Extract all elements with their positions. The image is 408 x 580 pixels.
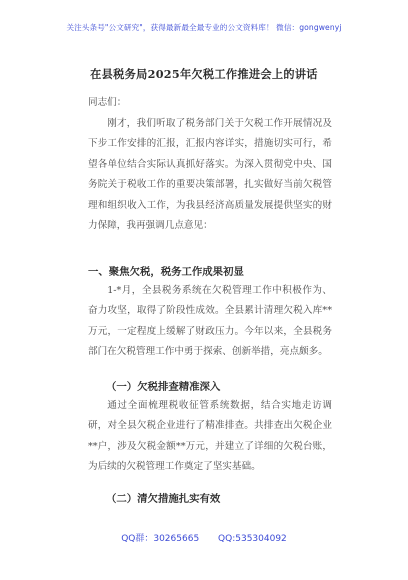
footer-qq-group: QQ群：30265665 (121, 534, 200, 544)
paragraph-sub1: 通过全面梳理税收征管系统数据，结合实地走访调研，对全县欠税企业进行了精准排查。共排查出欠税企业**户，涉及欠税金额**万元，并建立了详细的欠税台账，为后续的欠税管理工作奠定了坚实基础。 (88, 400, 332, 473)
section-heading-1: 一、聚焦欠税，税务工作成果初显 (88, 266, 244, 278)
footer-qq: QQ:535304092 (218, 534, 287, 544)
header-promo-note: 关注头条号"公文研究"，获得最新最全最专业的公文资料库！ 微信：gongwenyj (66, 23, 342, 32)
paragraph-section1: 1-*月，全县税务系统在欠税管理工作中积极作为、奋力攻坚，取得了阶段性成效。全县累计清理欠税入库**万元，一定程度上缓解了财政压力。今年以来，全县税务部门在欠税管理工作中勇于探索、创新举措，亮点颇多。 (88, 285, 332, 358)
page-title: 在县税务局2025年欠税工作推进会上的讲话 (90, 67, 318, 81)
footer-contact (0, 531, 408, 544)
paragraph-intro: 刚才，我们听取了税务部门关于欠税工作开展情况及下步工作安排的汇报，汇报内容详实，措施切实可行，希望各单位结合实际认真抓好落实。为深入贯彻党中央、国务院关于税收工作的重要决策部署，扎实做好当前欠税管理和组织收入工作，为我县经济高质量发展提供坚实的财力保障，我再强调几点意见： (88, 118, 332, 232)
subheading-1: （一）欠税排查精准深入 (106, 381, 221, 393)
subheading-2: （二）清欠措施扎实有效 (106, 493, 221, 505)
salutation: 同志们： (88, 97, 127, 108)
